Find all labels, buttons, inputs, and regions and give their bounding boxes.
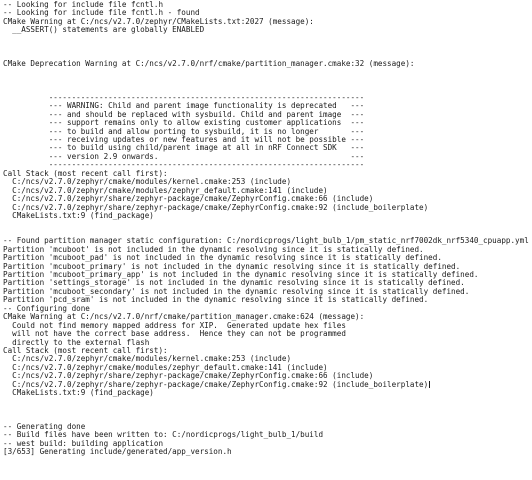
terminal-line: Partition 'mcuboot_pad' is not included in the dynamic resolving since it is statically defined. [3,254,442,263]
terminal-line: -- Looking for include file fcntl.h - found [3,9,200,18]
terminal-line: Partition 'settings_storage' is not included in the dynamic resolving since it is statically defined. [3,279,465,288]
terminal-line: C:/ncs/v2.7.0/zephyr/share/zephyr-package/cmake/ZephyrConfig.cmake:66 (include) [3,195,374,204]
terminal-line: Partition 'mcuboot' is not included in the dynamic resolving since it is statically defined. [3,245,424,254]
terminal-line: -- west build: building application [3,439,164,448]
terminal-line [3,406,532,414]
terminal-line: __ASSERT() statements are globally ENABLED [3,26,205,35]
terminal-line: CMakeLists.txt:9 (find_package) [3,211,154,220]
terminal-line: --- to build using child/parent image at all in nRF Connect SDK --- [3,144,365,153]
terminal-line [3,229,532,237]
terminal-line [3,220,532,228]
terminal-line: --- WARNING: Child and parent image functionality is deprecated --- [3,102,365,111]
terminal-line: Partition 'pcd_sram' is not included in the dynamic resolving since it is statically defined. [3,296,429,305]
terminal-line: Partition 'mcuboot_primary_app' is not included in the dynamic resolving since it is statically defined. [3,271,479,279]
terminal-line: --------------------------------------------------------------------- [3,93,365,102]
text-cursor [429,381,430,388]
terminal-line: --- to build and allow porting to sysbuild, it is no longer --- [3,127,365,136]
terminal-line: CMake Warning at C:/ncs/v2.7.0/nrf/cmake/partition_manager.cmake:624 (message): [3,313,365,322]
terminal-line [3,85,532,93]
terminal-line: [3/653] Generating include/generated/app_version.h [3,448,232,457]
terminal-line [3,35,532,43]
terminal-line: C:/ncs/v2.7.0/zephyr/cmake/modules/zephyr_default.cmake:141 (include) [3,186,328,195]
terminal-line: Call Stack (most recent call first): [3,346,168,355]
terminal-line [3,43,532,51]
terminal-line: C:/ncs/v2.7.0/zephyr/share/zephyr-package/cmake/ZephyrConfig.cmake:66 (include) [3,372,374,381]
terminal-line: Could not find memory mapped address for XIP. Generated update hex files [3,321,346,330]
terminal-line: CMake Deprecation Warning at C:/ncs/v2.7.0/nrf/cmake/partition_manager.cmake:32 (message): [3,60,415,69]
terminal-line: CMakeLists.txt:9 (find_package) [3,389,154,398]
terminal-line: Partition 'mcuboot_secondary' is not included in the dynamic resolving since it is statically defined. [3,287,470,296]
terminal-line: --- receiving updates or new features and it will not be possible --- [3,136,365,144]
terminal-line [3,52,532,60]
terminal-line [3,381,532,389]
terminal-line [3,69,532,77]
terminal-line: --- and should be replaced with sysbuild. Child and parent image --- [3,110,365,119]
terminal-line: -- Looking for include file fcntl.h [3,1,164,9]
terminal-line: -- Generating done [3,422,86,431]
terminal-line: Partition 'mcuboot_primary' is not included in the dynamic resolving since it is statically defined. [3,262,461,271]
terminal-line: -- Found partition manager static configuration: C:/nordicprogs/light_bulb_1/pm_static_nrf7002dk_nrf5340_cpuapp.yml [3,237,529,246]
terminal-line [3,414,532,422]
terminal-line: CMake Warning at C:/ncs/v2.7.0/zephyr/CMakeLists.txt:2027 (message): [3,17,314,26]
terminal-line: will not have the correct base address. Hence they can not be programmed [3,330,346,339]
terminal-line: C:/ncs/v2.7.0/zephyr/cmake/modules/zephyr_default.cmake:141 (include) [3,363,328,372]
terminal-line: --------------------------------------------------------------------- [3,161,365,170]
terminal-line: --- support remains only to allow existing customer applications --- [3,119,365,128]
terminal-line [3,77,532,85]
terminal-line: --- version 2.9 onwards. --- [3,152,365,161]
terminal-line: C:/ncs/v2.7.0/zephyr/cmake/modules/kernel.cmake:253 (include) [3,178,292,187]
terminal-line [3,398,532,406]
terminal-line: -- Build files have been written to: C:/nordicprogs/light_bulb_1/build [3,431,324,440]
terminal-line-text: C:/ncs/v2.7.0/zephyr/share/zephyr-package/cmake/ZephyrConfig.cmake:92 (include_boilerplate) [3,380,429,389]
terminal-line: directly to the external flash [3,338,150,347]
terminal-line: -- Configuring done [3,304,90,313]
terminal-line: Call Stack (most recent call first): [3,169,168,178]
terminal-line: C:/ncs/v2.7.0/zephyr/share/zephyr-package/cmake/ZephyrConfig.cmake:92 (include_boilerplate) [3,203,429,212]
terminal-line: C:/ncs/v2.7.0/zephyr/cmake/modules/kernel.cmake:253 (include) [3,355,292,364]
